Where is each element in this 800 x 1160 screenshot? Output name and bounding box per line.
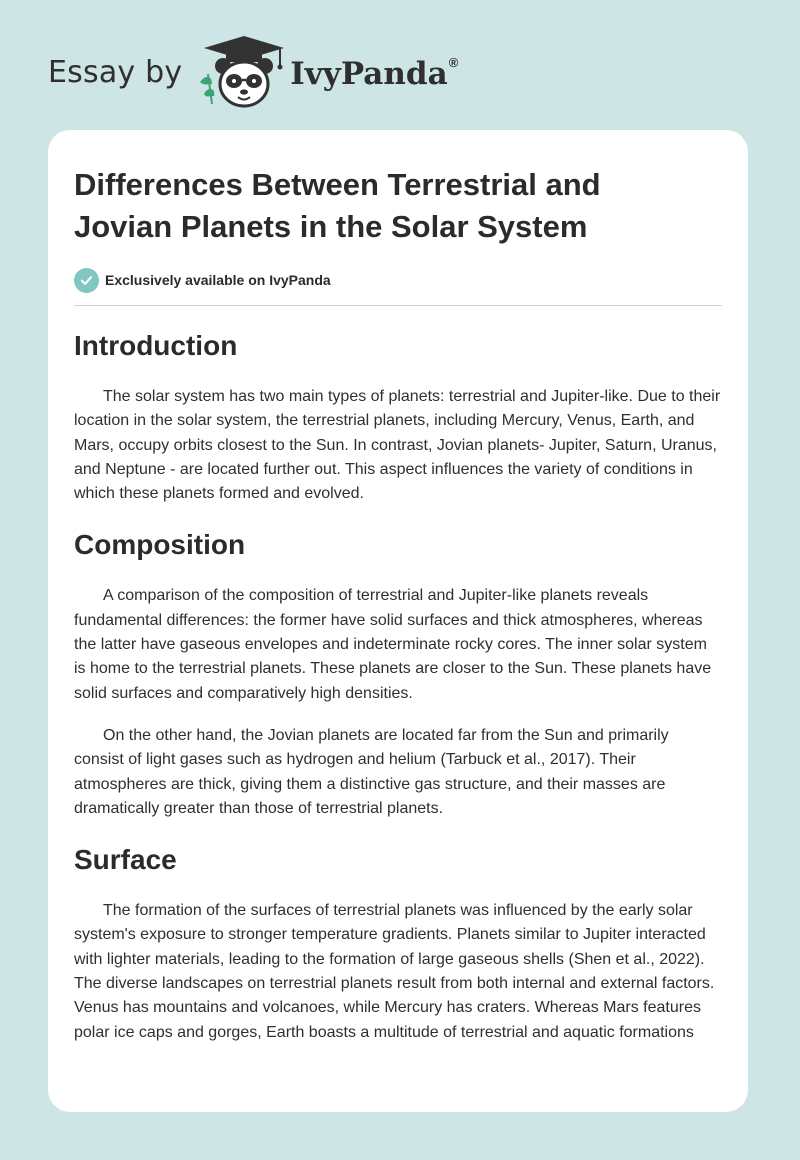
divider [74, 305, 722, 306]
paragraph: The solar system has two main types of planets: terrestrial and Jupiter-like. Due to their location in the solar system, the terrestrial planets, including Mercury, Venus, Earth, and Mars, occupy orbits closest to the Sun. In contrast, Jovian planets- Jupiter, Saturn, Uranus, and Neptune - are located further out. This aspect influences the variety of conditions in which these planets formed and evolved. [74, 388, 721, 503]
paragraph: A comparison of the composition of terrestrial and Jupiter-like planets reveals fundamental differences: the former have solid surfaces and thick atmospheres, whereas the latter have gaseous envelopes and indeterminate rocky cores. The inner solar system is home to the terrestrial planets. These planets are closer to the Sun. These planets have solid surfaces and comparatively high densities. [74, 587, 712, 702]
essay-card [48, 130, 748, 1112]
check-icon [74, 268, 99, 293]
brand-text: IvyPanda [290, 56, 448, 92]
exclusive-badge [74, 267, 722, 293]
panda-logo-icon[interactable] [196, 34, 288, 110]
paragraph: The formation of the surfaces of terrestrial planets was influenced by the early solar system's exposure to stronger temperature gradients. Planets similar to Jupiter interacted with lighter materials, leading to the formation of large gaseous shells (Shen et al., 2022). The diverse landscapes on terrestrial planets result from both internal and external factors. Venus has mountains and volcanoes, while Mercury has craters. Whereas Mars features polar ice caps and gorges, Earth boasts a multitude of terrestrial and aquatic formations [74, 902, 715, 1041]
essay-by-label: Essay by [48, 54, 183, 90]
section-heading-surface: Surface [74, 844, 177, 876]
registered-mark: ® [448, 54, 459, 70]
section-heading-composition: Composition [74, 529, 246, 561]
exclusive-label: Exclusively available on IvyPanda [105, 272, 331, 288]
brand-name [290, 56, 458, 92]
site-header [48, 34, 458, 110]
section-heading-introduction: Introduction [74, 330, 238, 361]
paragraph: On the other hand, the Jovian planets are located far from the Sun and primarily consist of light gases such as hydrogen and helium (Tarbuck et al., 2017). Their atmospheres are thick, giving them a distinctive gas structure, and their masses are dramatically greater than those of terrestrial planets. [74, 726, 669, 817]
essay-title: Differences Between Terrestrial and Jovian Planets in the Solar System [74, 167, 601, 244]
